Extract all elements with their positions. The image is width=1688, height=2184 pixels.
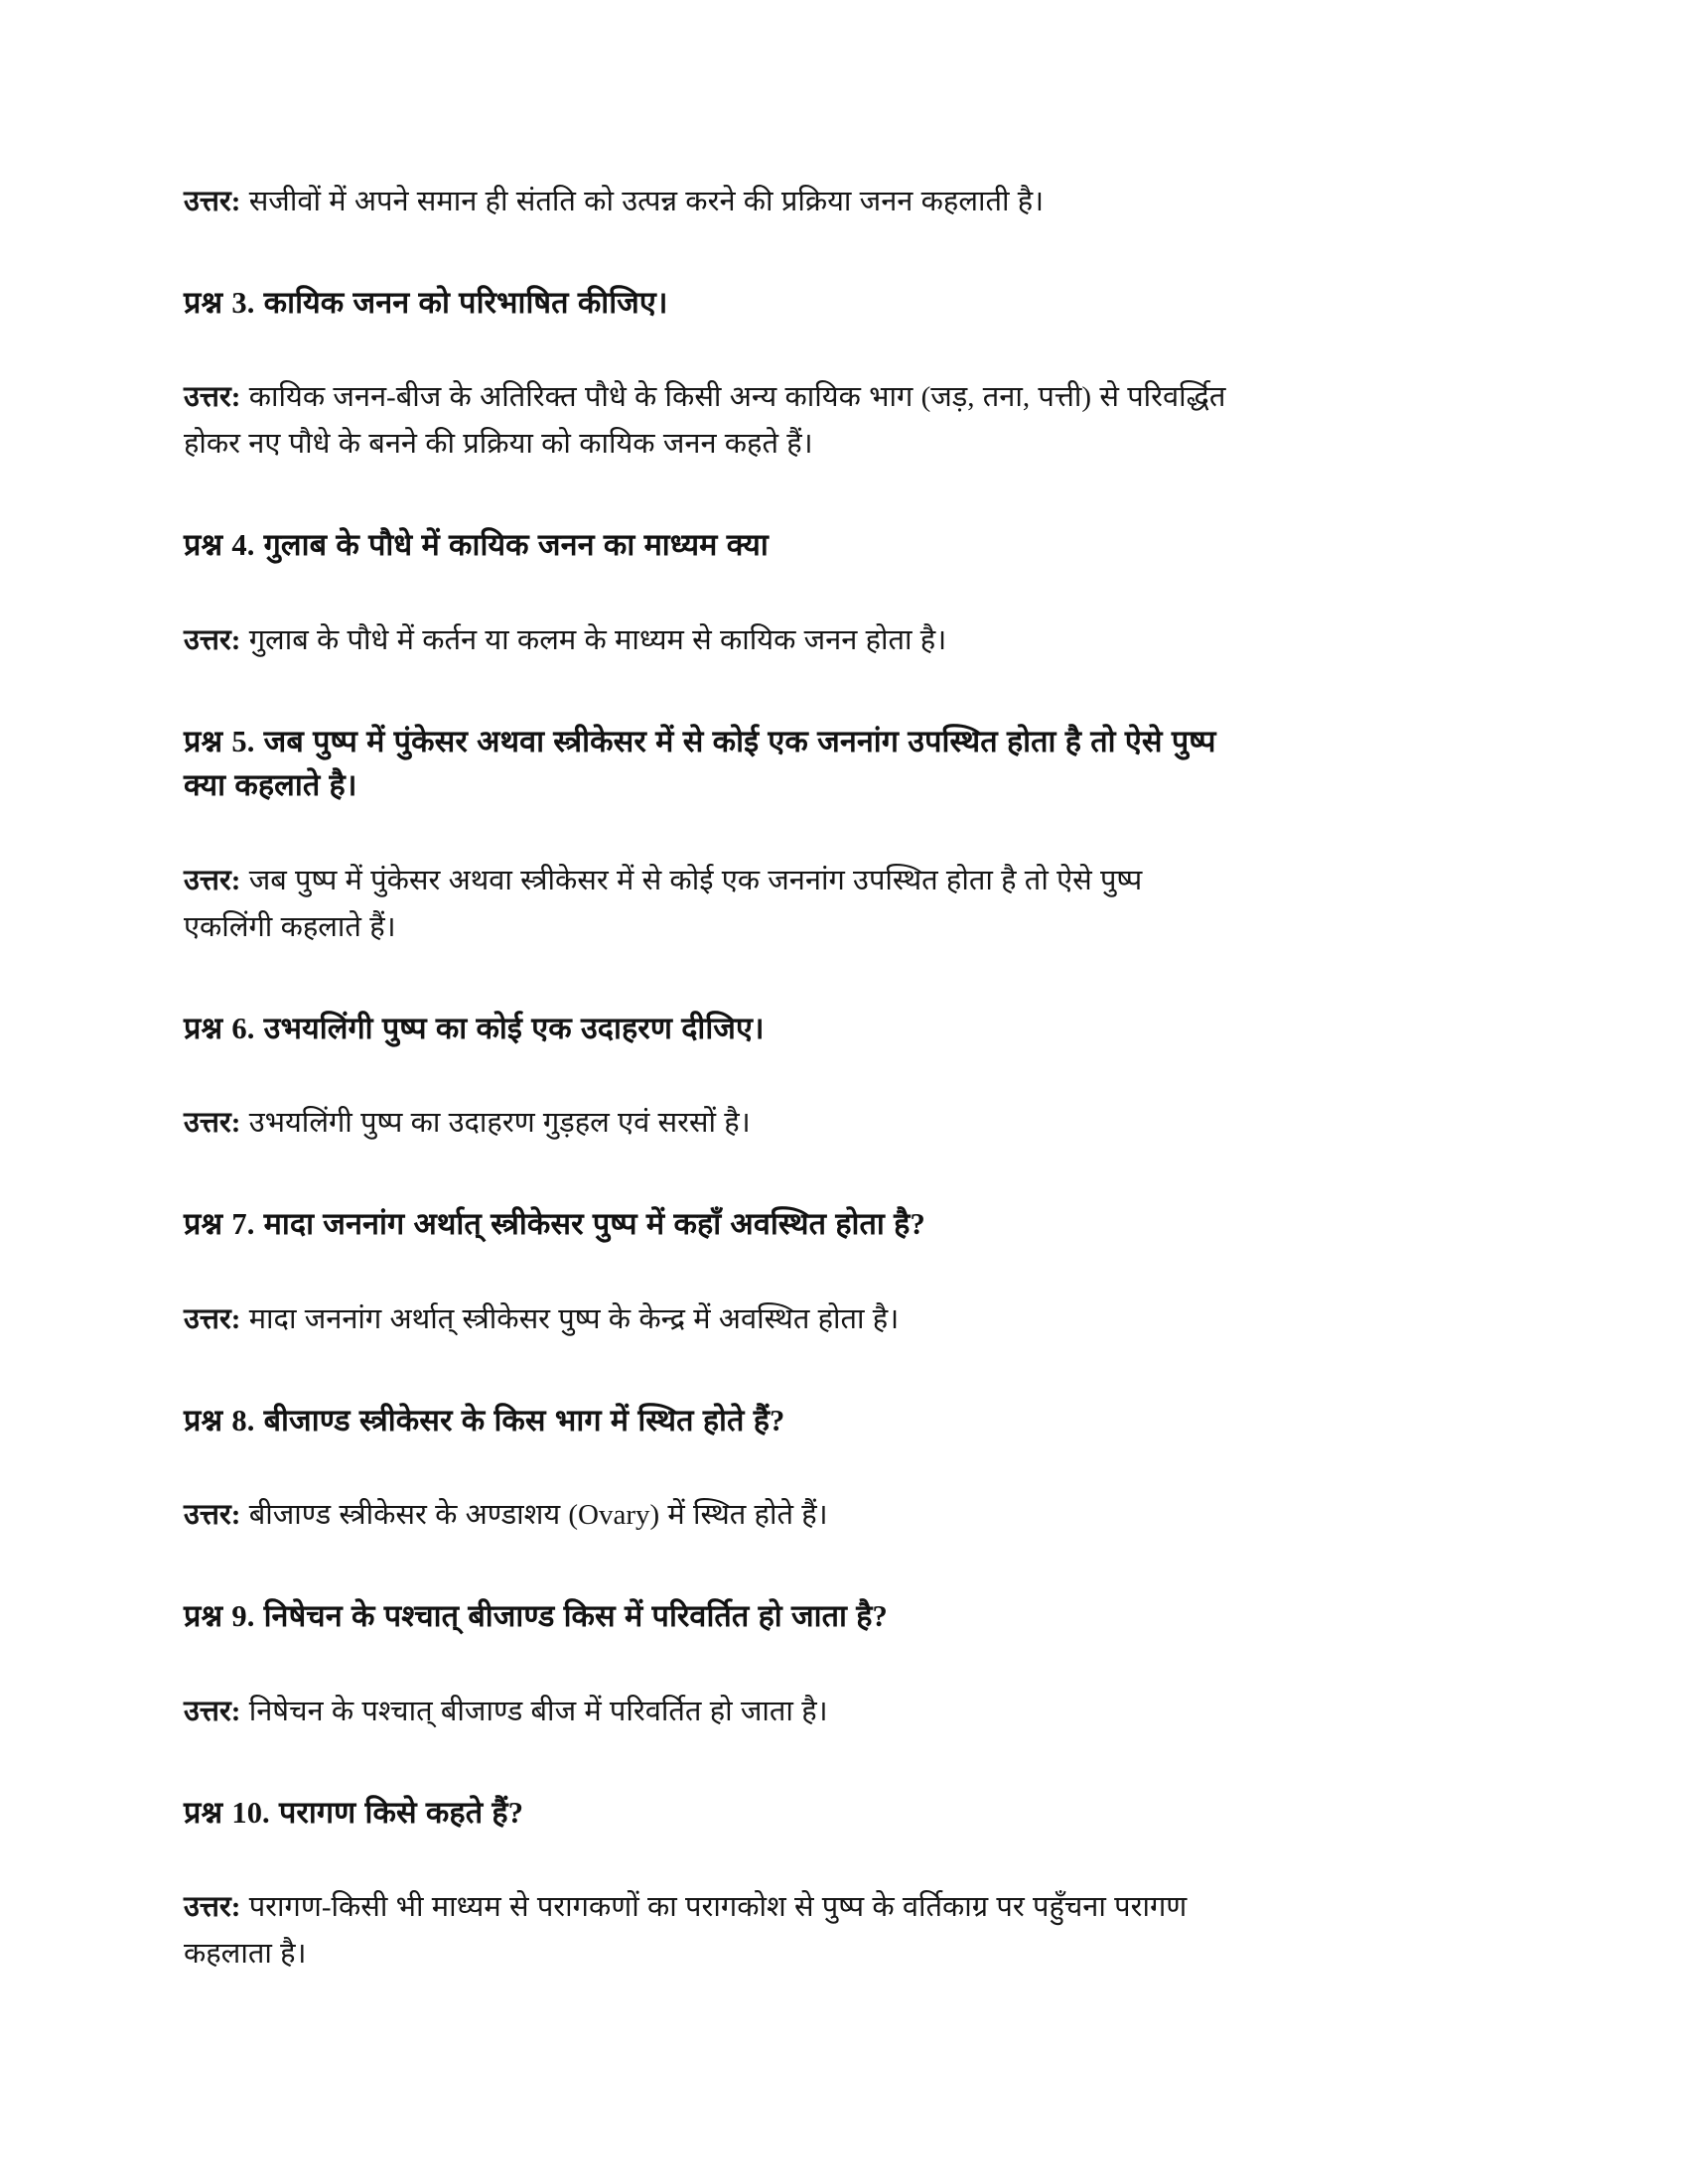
answer-line — [184, 374, 1455, 421]
answer-label: उत्तर: — [184, 1891, 241, 1924]
answer-line — [184, 858, 1455, 904]
answer-block — [184, 1492, 1455, 1539]
answer-line — [184, 1689, 1455, 1735]
answer-block — [184, 617, 1455, 664]
answer-text: गुलाब के पौधे में कर्तन या कलम के माध्यम से कायिक जनन होता है। — [248, 623, 947, 656]
answer-text: बीजाण्ड स्त्रीकेसर के अण्डाशय (Ovary) में स्थित होते हैं। — [248, 1499, 828, 1532]
answer-line: कहलाता है। — [184, 1938, 307, 1971]
answer-line — [184, 617, 1455, 664]
question-block-7 — [184, 1202, 1455, 1247]
answer-line — [184, 1492, 1455, 1539]
answer-line: एकलिंगी कहलाते हैं। — [184, 910, 396, 943]
question-line: प्रश्न 9. निषेचन के पश्चात् बीजाण्ड किस में परिवर्तित हो जाता है? — [184, 1599, 888, 1634]
question-line: प्रश्न 8. बीजाण्ड स्त्रीकेसर के किस भाग में स्थित होते हैं? — [184, 1403, 785, 1437]
question-line: प्रश्न 3. कायिक जनन को परिभाषित कीजिए। — [184, 285, 668, 320]
document-body — [184, 179, 1455, 1978]
answer-text: उभयलिंगी पुष्प का उदाहरण गुड़हल एवं सरसों है। — [248, 1107, 751, 1140]
answer-line — [184, 1297, 1455, 1343]
question-line: प्रश्न 7. मादा जननांग अर्थात् स्त्रीकेसर पुष्प में कहाँ अवस्थित होता है? — [184, 1207, 925, 1242]
answer-text: निषेचन के पश्चात् बीजाण्ड बीज में परिवर्तित हो जाता है। — [248, 1695, 828, 1727]
answer-text: मादा जननांग अर्थात् स्त्रीकेसर पुष्प के केन्द्र में अवस्थित होता है। — [248, 1302, 900, 1335]
answer-line — [184, 1884, 1455, 1931]
answer-label: उत्तर: — [184, 381, 241, 414]
answer-block — [184, 1297, 1455, 1343]
question-block-6 — [184, 1007, 1455, 1051]
answer-label: उत्तर: — [184, 623, 241, 656]
answer-line — [184, 1100, 1455, 1147]
answer-text: जब पुष्प में पुंकेसर अथवा स्त्रीकेसर में से कोई एक जननांग उपस्थित होता है तो ऐसे पुष्प — [248, 864, 1143, 896]
answer-block — [184, 1100, 1455, 1147]
answer-label: उत्तर: — [184, 186, 241, 217]
answer-line — [184, 179, 1455, 225]
answer-label: उत्तर: — [184, 864, 241, 896]
question-block-5 — [184, 720, 1455, 808]
answer-block — [184, 1689, 1455, 1735]
answer-text: कायिक जनन-बीज के अतिरिक्त पौधे के किसी अन्य कायिक भाग (जड़, तना, पत्ती) से परिवर्द्धित — [248, 381, 1226, 414]
answer-label: उत्तर: — [184, 1695, 241, 1727]
question-block-8 — [184, 1399, 1455, 1443]
answer-block — [184, 179, 1455, 225]
question-block-4 — [184, 523, 1455, 568]
answer-text: परागण-किसी भी माध्यम से परागकणों का परागकोश से पुष्प के वर्तिकाग्र पर पहुँचना परागण — [248, 1891, 1188, 1924]
question-line: प्रश्न 5. जब पुष्प में पुंकेसर अथवा स्त्रीकेसर में से कोई एक जननांग उपस्थित होता है तो ऐसे पुष्प — [184, 724, 1216, 758]
answer-block — [184, 374, 1455, 468]
question-block-3 — [184, 281, 1455, 326]
answer-text: सजीवों में अपने समान ही संतति को उत्पन्न करने की प्रक्रिया जनन कहलाती है। — [248, 186, 1045, 217]
question-block-10 — [184, 1791, 1455, 1836]
question-line: प्रश्न 6. उभयलिंगी पुष्प का कोई एक उदाहरण दीजिए। — [184, 1011, 765, 1045]
question-line: प्रश्न 4. गुलाब के पौधे में कायिक जनन का माध्यम क्या — [184, 528, 769, 563]
question-block-9 — [184, 1594, 1455, 1639]
answer-line: होकर नए पौधे के बनने की प्रक्रिया को कायिक जनन कहते हैं। — [184, 428, 813, 461]
answer-block — [184, 1884, 1455, 1978]
answer-label: उत्तर: — [184, 1499, 241, 1532]
answer-label: उत्तर: — [184, 1107, 241, 1140]
question-line: प्रश्न 10. परागण किसे कहते हैं? — [184, 1795, 524, 1830]
answer-block — [184, 858, 1455, 951]
question-line: क्या कहलाते है। — [184, 768, 357, 803]
answer-label: उत्तर: — [184, 1302, 241, 1335]
